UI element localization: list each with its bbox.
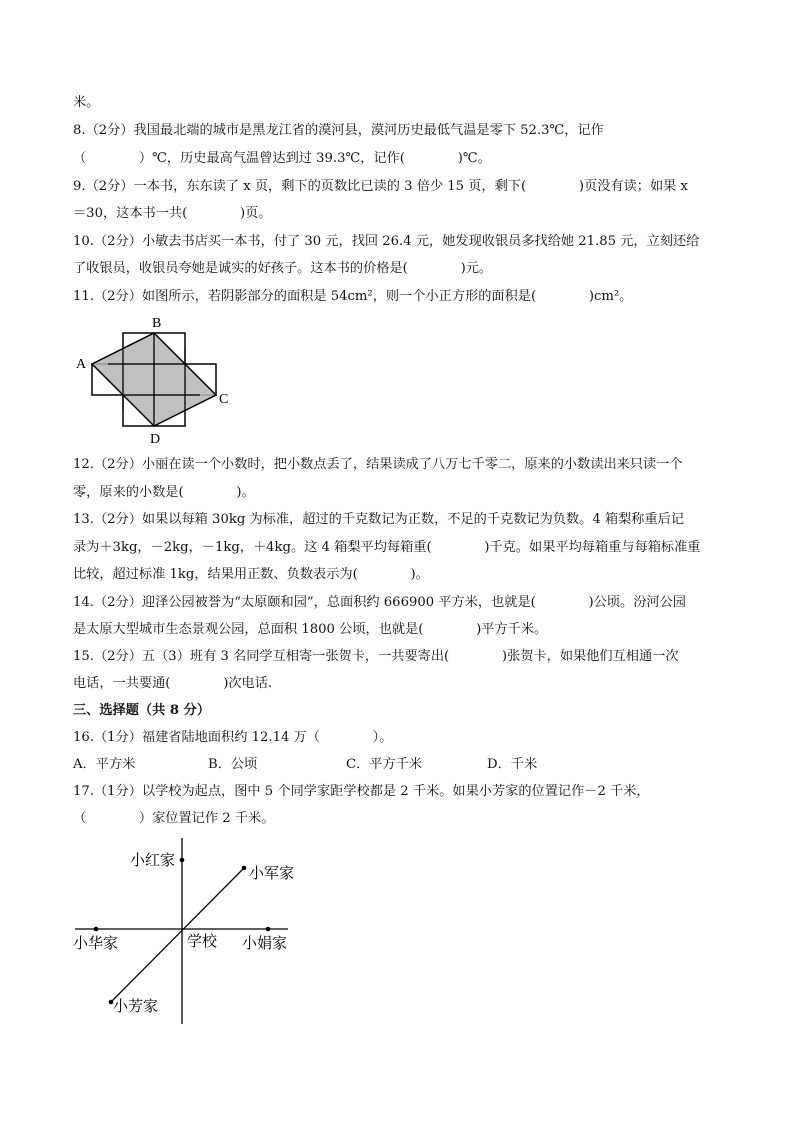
question-13-line-3: 比较，超过标准 1kg，结果用正数、负数表示为( )。 <box>73 567 429 582</box>
question-12-line-2: 零，原来的小数是( )。 <box>73 485 255 500</box>
question-11-figure <box>70 312 240 447</box>
question-14-line-1: 14.（2分）迎泽公园被誉为“太原颐和园”，总面积约 666900 平方米，也就是( )公顷。汾河公园 <box>73 595 686 610</box>
option-d: D．千米 <box>487 757 538 772</box>
label-b: B <box>152 316 162 331</box>
question-15-line-1: 15.（2分）五（3）班有 3 名同学互相寄一张贺卡，一共要寄出( )张贺卡，如果他们互相通一次 <box>73 649 679 664</box>
question-9-line-1: 9.（2分）一本书，东东读了 x 页，剩下的页数比已读的 3 倍少 15 页，剩下( )页没有读；如果 x <box>73 179 688 194</box>
question-17-line-1: 17.（1分）以学校为起点，图中 5 个同学家距学校都是 2 千米。如果小芳家的位置记作－2 千米， <box>73 784 650 799</box>
question-13-line-2: 录为＋3kg，－2kg，－1kg，＋4kg。这 4 箱梨平均每箱重( )千克。如果平均每箱重与每箱标准重 <box>73 540 701 555</box>
text-line-0: 米。 <box>73 95 100 110</box>
question-9-line-2: ＝30，这本书一共( )页。 <box>73 206 272 221</box>
option-b: B．公顷 <box>208 757 258 772</box>
option-a: A．平方米 <box>73 757 136 772</box>
label-xiaofang: 小芳家 <box>113 999 159 1015</box>
label-xiaojuan: 小娟家 <box>242 936 288 952</box>
option-c: C．平方千米 <box>346 757 423 772</box>
question-13-line-1: 13.（2分）如果以每箱 30kg 为标准，超过的千克数记为正数，不足的千克数记为负数。4 箱梨称重后记 <box>73 512 685 527</box>
question-10-line-2: 了收银员，收银员夸她是诚实的好孩子。这本书的价格是( )元。 <box>73 261 493 276</box>
label-d: D <box>150 432 161 447</box>
question-8-line-1: 8.（2分）我国最北端的城市是黑龙江省的漠河县，漠河历史最低气温是零下 52.3℃，记作 <box>73 123 604 138</box>
question-12-line-1: 12.（2分）小丽在读一个小数时，把小数点丢了，结果读成了八万七千零二，原来的小数读出来只读一个 <box>73 457 683 472</box>
question-15-line-2: 电话，一共要通( )次电话. <box>73 676 273 691</box>
label-school: 学校 <box>187 934 218 950</box>
question-17-figure <box>70 838 310 1030</box>
label-xiaojun: 小军家 <box>249 866 295 882</box>
question-10-line-1: 10.（2分）小敏去书店买一本书，付了 30 元，找回 26.4 元，她发现收银员多找给她 21.85 元，立刻还给 <box>73 234 700 249</box>
question-8-line-2: （ ）℃，历史最高气温曾达到过 39.3℃，记作( )℃。 <box>73 151 491 166</box>
label-c: C <box>219 392 229 407</box>
question-14-line-2: 是太原大型城市生态景观公园，总面积 1800 公顷，也就是( )平方千米。 <box>73 622 548 637</box>
question-17-line-2: （ ）家位置记作 2 千米。 <box>73 811 275 826</box>
question-11-line: 11.（2分）如图所示，若阴影部分的面积是 54cm²，则一个小正方形的面积是( )cm²。 <box>73 289 633 304</box>
diagonal-axis <box>111 868 244 1002</box>
label-xiaohong: 小红家 <box>130 853 176 869</box>
label-xiaohua: 小华家 <box>73 936 119 952</box>
label-a: A <box>76 357 87 372</box>
section-heading: 三、选择题（共 8 分） <box>73 703 211 718</box>
question-16-line: 16.（1分）福建省陆地面积约 12.14 万（ ）。 <box>73 730 393 745</box>
